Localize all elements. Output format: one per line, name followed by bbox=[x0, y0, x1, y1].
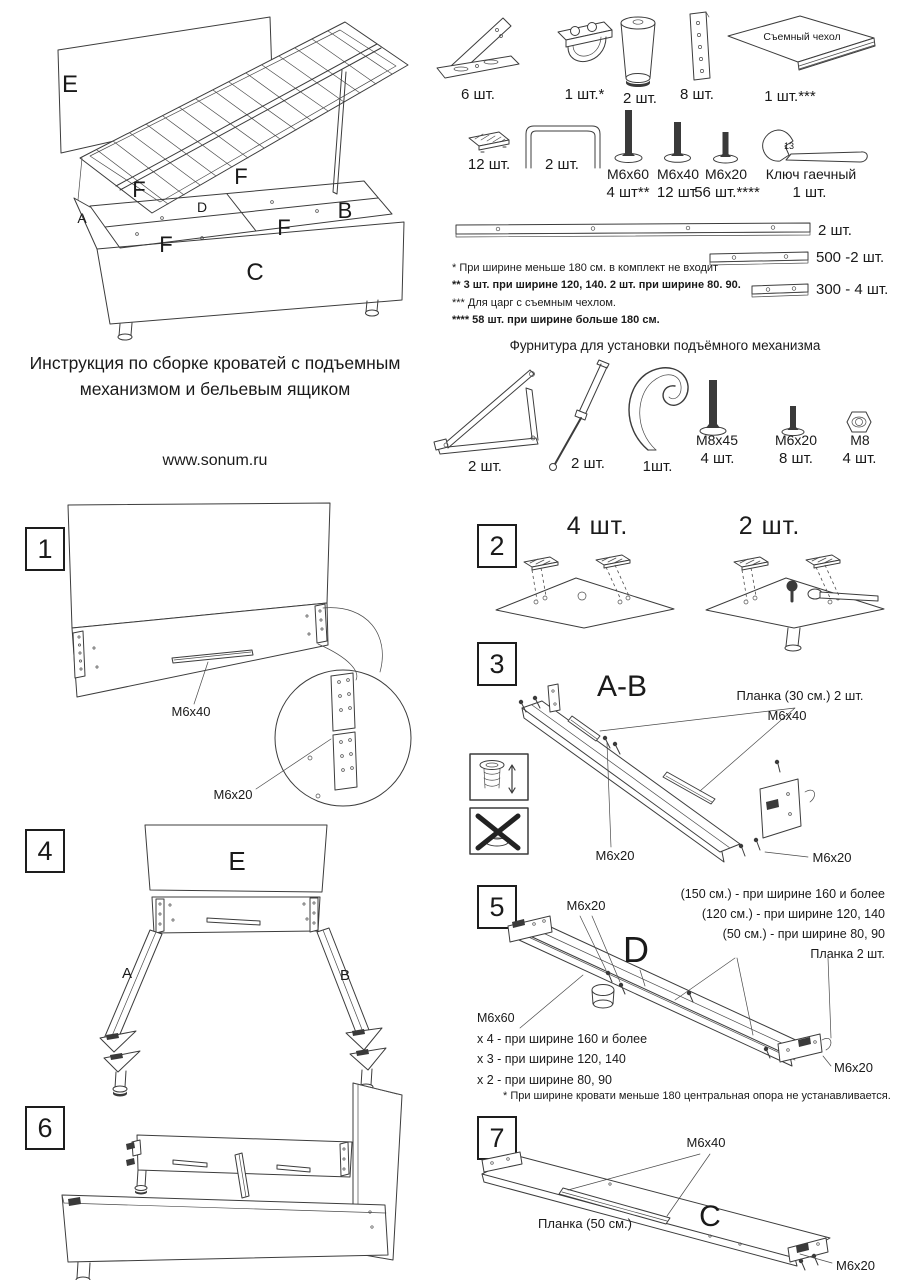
step7-label-c: C bbox=[699, 1200, 721, 1233]
step4-label-a: A bbox=[121, 965, 133, 982]
step5-plank-qty: Планка 2 шт. bbox=[810, 947, 885, 961]
wrench-qty: 1 шт. bbox=[792, 184, 827, 201]
bolt-m6x40-icon bbox=[656, 120, 698, 166]
step5-m6x20-top-label: M6x20 bbox=[566, 898, 606, 913]
bolt-m6x60-size: M6x60 bbox=[606, 166, 650, 182]
step-2-diagram bbox=[478, 552, 898, 652]
strap-qty: 1шт. bbox=[642, 458, 673, 475]
center-leg-bracket-qty: 1 шт.* bbox=[564, 86, 605, 103]
step7-m6x20-label: M6x20 bbox=[836, 1258, 876, 1273]
wrench-icon bbox=[758, 126, 882, 170]
footnote-4: **** 58 шт. при ширине больше 180 см. bbox=[452, 313, 660, 326]
center-leg-bracket-icon bbox=[548, 8, 620, 84]
lift-hinge-icon bbox=[432, 358, 554, 460]
bar-300-qty: 300 - 4 шт. bbox=[816, 281, 889, 298]
footnote-1: * При ширине меньше 180 см. в комплект не входит bbox=[452, 262, 719, 274]
corner-bracket-icon bbox=[433, 8, 525, 86]
step3-m6x20-right-label: M6x20 bbox=[812, 850, 852, 865]
page-title-line2: механизмом и бельевым ящиком bbox=[79, 379, 351, 399]
flat-plate-icon bbox=[676, 8, 718, 86]
page-title bbox=[10, 350, 420, 402]
bolt-m6x40-qty: 12 шт. bbox=[656, 184, 700, 201]
removable-cover-label: Съемный чехол bbox=[763, 31, 841, 43]
leg-qty: 2 шт. bbox=[623, 90, 657, 107]
bar-500-qty: 500 -2 шт. bbox=[816, 249, 885, 266]
overview-label-f2: F bbox=[234, 164, 248, 189]
step-2-number: 2 bbox=[477, 524, 517, 568]
flat-plate-qty: 8 шт. bbox=[680, 86, 714, 103]
nut-m8-size: M8 bbox=[850, 432, 870, 448]
step5-m6x20-right-label: M6x20 bbox=[834, 1060, 874, 1075]
step-7-number: 7 bbox=[477, 1116, 517, 1160]
bolt-m6x60-icon bbox=[607, 108, 649, 166]
bolt-m6x20-mech-size: M6x20 bbox=[774, 432, 818, 448]
step-4-number: 4 bbox=[25, 829, 65, 873]
step3-plank-label: Планка (30 см.) 2 шт. bbox=[736, 688, 864, 703]
step3-title: A-B bbox=[596, 670, 648, 703]
removable-cover-icon bbox=[722, 10, 880, 84]
bolt-m8x45-size: M8x45 bbox=[695, 432, 739, 448]
step5-bolt-options bbox=[477, 1008, 647, 1090]
step5-width-option-3: (50 см.) - при ширине 80, 90 bbox=[722, 927, 885, 941]
overview-label-f3: F bbox=[159, 232, 173, 257]
wrench-label: Ключ гаечный bbox=[765, 166, 857, 182]
step5-bolt-option-3: х 2 - при ширине 80, 90 bbox=[477, 1072, 612, 1087]
step1-m6x20-label: M6x20 bbox=[213, 787, 253, 802]
u-bracket-qty: 2 шт. bbox=[545, 156, 579, 173]
bed-overview-diagram bbox=[12, 6, 427, 344]
step-7-diagram bbox=[460, 1118, 900, 1278]
pad-qty: 12 шт. bbox=[467, 156, 511, 173]
step5-bolt-option-2: х 3 - при ширине 120, 140 bbox=[477, 1052, 626, 1066]
bar-300-icon bbox=[750, 282, 812, 300]
step2-qty4-label: 4 шт. bbox=[566, 512, 629, 540]
bolt-m6x20-mech-qty: 8 шт. bbox=[779, 450, 813, 467]
step5-footnote: * При ширине кровати меньше 180 центральная опора не устанавливается. bbox=[503, 1090, 891, 1102]
footnote-3: *** Для царг с съемным чехлом. bbox=[452, 296, 616, 309]
bolt-m6x20-qty: 56 шт.**** bbox=[694, 184, 760, 201]
step4-label-b: B bbox=[339, 967, 351, 984]
step2-qty2-label: 2 шт. bbox=[738, 512, 801, 540]
overview-label-a: A bbox=[77, 210, 87, 226]
bolt-m6x20-size: M6x20 bbox=[704, 166, 748, 182]
overview-label-f4: F bbox=[277, 215, 291, 240]
lift-hinge-qty: 2 шт. bbox=[468, 458, 502, 475]
step5-bolt-size: M6x60 bbox=[477, 1011, 515, 1025]
mechanism-title: Фурнитура для установки подъёмного механизма bbox=[509, 338, 821, 353]
nut-m8-qty: 4 шт. bbox=[842, 450, 877, 467]
step-3-diagram bbox=[460, 644, 900, 884]
step-3-number: 3 bbox=[477, 642, 517, 686]
step7-plank-label: Планка (50 см.) bbox=[538, 1216, 632, 1231]
step-6-number: 6 bbox=[25, 1106, 65, 1150]
overview-label-e: E bbox=[61, 71, 79, 98]
step-6-diagram bbox=[20, 1082, 445, 1280]
step3-m6x20-left-label: M6x20 bbox=[595, 848, 635, 863]
overview-label-d: D bbox=[196, 199, 208, 215]
step5-label-d: D bbox=[623, 929, 649, 970]
wrench-size-mark: 13 bbox=[784, 141, 795, 151]
footnote-2: ** 3 шт. при ширине 120, 140. 2 шт. при ширине 80. 90. bbox=[452, 279, 741, 292]
step-4-diagram bbox=[28, 820, 438, 1085]
bolt-m6x60-qty: 4 шт** bbox=[606, 184, 650, 201]
step3-m6x40-label: M6x40 bbox=[767, 708, 807, 723]
overview-label-c: C bbox=[246, 259, 264, 286]
removable-cover-qty: 1 шт.*** bbox=[764, 88, 816, 105]
gas-strut-qty: 2 шт. bbox=[571, 455, 605, 472]
step4-label-e: E bbox=[228, 846, 246, 876]
step-5-number: 5 bbox=[477, 885, 517, 929]
bolt-m8x45-icon bbox=[692, 378, 734, 440]
step5-width-option-1: (150 см.) - при ширине 160 и более bbox=[680, 887, 885, 901]
step5-bolt-option-1: х 4 - при ширине 160 и более bbox=[477, 1031, 648, 1046]
overview-label-f1: F bbox=[132, 177, 146, 202]
page-title-line1: Инструкция по сборке кроватей с подъемным bbox=[29, 353, 401, 373]
step-1-number: 1 bbox=[25, 527, 65, 571]
leg-icon bbox=[612, 10, 664, 92]
overview-label-b: B bbox=[337, 198, 353, 223]
strap-icon bbox=[618, 360, 698, 455]
step5-width-options bbox=[640, 884, 885, 964]
long-bar-qty: 2 шт. bbox=[818, 222, 852, 239]
bolt-m6x20-icon bbox=[704, 128, 746, 166]
step5-width-option-2: (120 см.) - при ширине 120, 140 bbox=[701, 907, 885, 921]
step-1-diagram bbox=[28, 496, 433, 826]
step1-m6x40-label: M6x40 bbox=[171, 704, 211, 719]
bolt-m8x45-qty: 4 шт. bbox=[700, 450, 735, 467]
long-bar-icon bbox=[453, 220, 815, 242]
kit-footnotes bbox=[452, 260, 741, 329]
bolt-m6x40-size: M6x40 bbox=[656, 166, 700, 182]
step7-m6x40-label: M6x40 bbox=[686, 1135, 726, 1150]
corner-bracket-qty: 6 шт. bbox=[461, 86, 495, 103]
website-link: www.sonum.ru bbox=[162, 452, 268, 469]
